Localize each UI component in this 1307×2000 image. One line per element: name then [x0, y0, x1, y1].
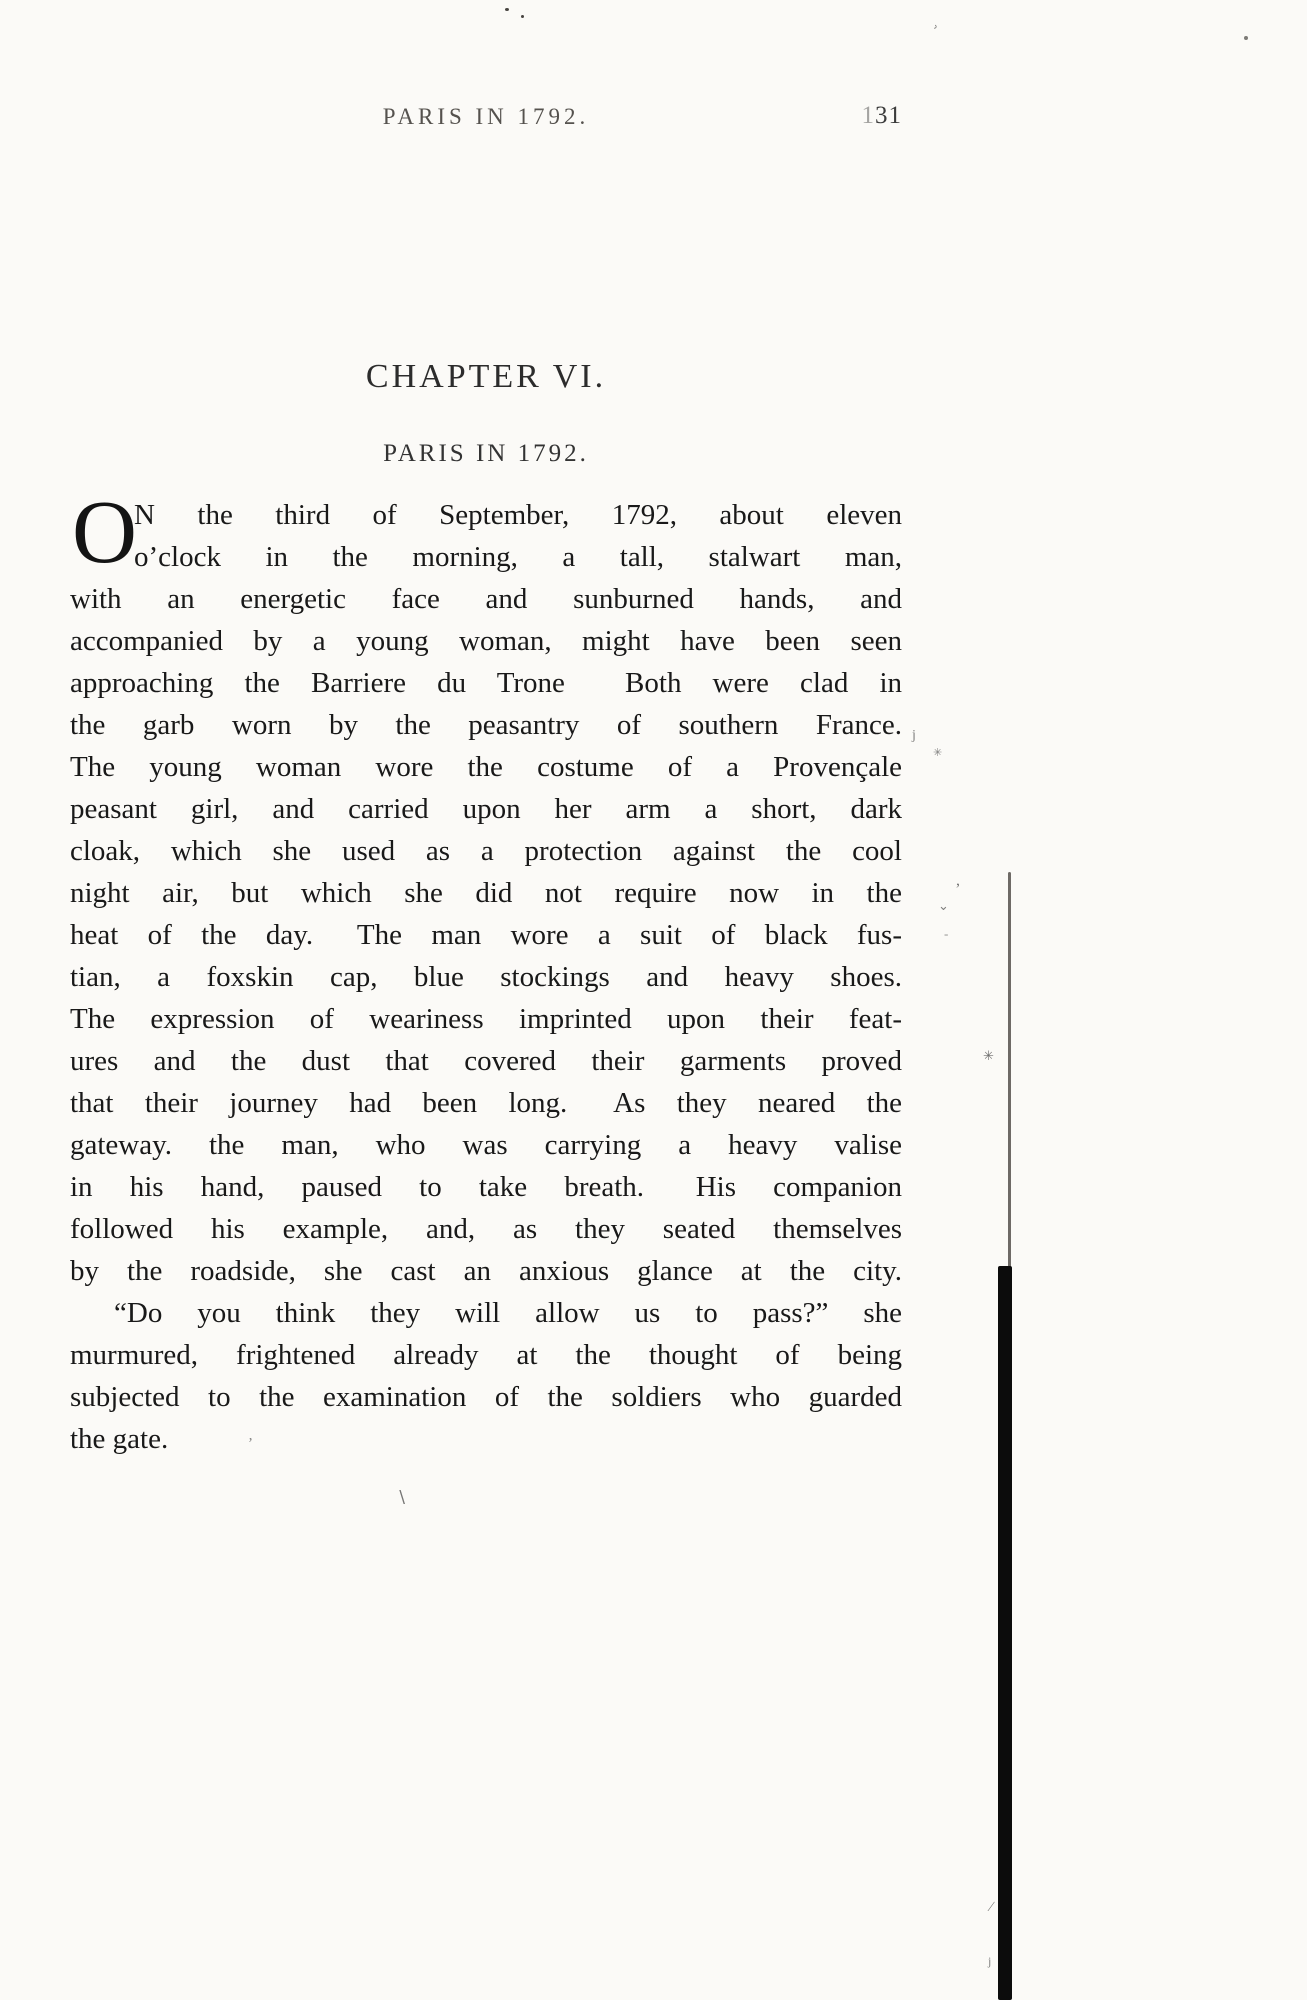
text-line: gateway. the man, who was carrying a heavy valise — [70, 1129, 902, 1161]
scan-speck: ʼ — [248, 1436, 253, 1452]
text-line: “Do you think they will allow us to pass?” she — [114, 1297, 902, 1329]
scan-speck: ∖ — [396, 1488, 407, 1507]
chapter-heading: CHAPTER VI. — [365, 358, 607, 395]
text-line: the garb worn by the peasantry of southern France. — [70, 709, 902, 741]
running-header — [70, 104, 902, 134]
section-heading: PARIS IN 1792. — [383, 440, 589, 467]
scan-artifact-black-bar — [998, 1266, 1012, 2000]
text-line: followed his example, and, as they seated themselves — [70, 1213, 902, 1245]
text-line: o’clock in the morning, a tall, stalwart man, — [134, 541, 902, 573]
body-text — [70, 483, 902, 1460]
text-line: accompanied by a young woman, might have been seen — [70, 625, 902, 657]
text-line: by the roadside, she cast an anxious glance at the city. — [70, 1255, 902, 1287]
text-line: peasant girl, and carried upon her arm a short, dark — [70, 793, 902, 825]
text-line: The young woman wore the costume of a Provençale — [70, 751, 902, 783]
text-line: that their journey had been long. As they neared the — [70, 1087, 902, 1119]
scan-speck — [521, 15, 524, 18]
scan-speck: ∕ — [990, 1900, 993, 1915]
scan-speck: , — [956, 872, 960, 889]
text-line: night air, but which she did not require now in the — [70, 877, 902, 909]
text-line: tian, a foxskin cap, blue stockings and heavy shoes. — [70, 961, 902, 993]
text-line: approaching the Barriere du Trone Both were clad in — [70, 667, 902, 699]
scan-speck: ʾ — [926, 21, 941, 45]
page-number: 131 — [861, 102, 902, 129]
paragraph-opening — [70, 483, 902, 1292]
text-line: heat of the day. The man wore a suit of black fus- — [70, 919, 902, 951]
text-line: in his hand, paused to take breath. His companion — [70, 1171, 902, 1203]
paragraph-lines — [70, 1292, 902, 1460]
scan-speck: ⌄ — [938, 898, 949, 913]
scan-speck: ϳ — [988, 1954, 992, 1968]
scan-speck: ϳ — [912, 728, 916, 743]
scan-artifact-thin-line — [1008, 872, 1011, 1270]
paragraph-dialogue — [70, 1292, 902, 1460]
text-line: the gate. — [70, 1423, 169, 1455]
drop-cap: O — [72, 483, 137, 582]
scan-speck — [1244, 36, 1248, 40]
text-line: N the third of September, 1792, about eleven — [134, 499, 902, 531]
text-line: murmured, frightened already at the thought of being — [70, 1339, 902, 1371]
scan-speck: ✳ — [983, 1048, 994, 1063]
paragraph-lines — [70, 483, 902, 1292]
text-line: cloak, which she used as a protection against the cool — [70, 835, 902, 867]
text-line: subjected to the examination of the soldiers who guarded — [70, 1381, 902, 1413]
text-line: with an energetic face and sunburned hands, and — [70, 583, 902, 615]
text-line: ures and the dust that covered their garments proved — [70, 1045, 902, 1077]
text-column — [70, 104, 902, 1460]
scan-speck: - — [944, 926, 949, 941]
text-line: The expression of weariness imprinted upon their feat- — [70, 1003, 902, 1035]
running-title: PARIS IN 1792. — [382, 104, 590, 129]
scan-speck: ✳ — [933, 747, 943, 759]
scan-speck — [505, 8, 509, 11]
